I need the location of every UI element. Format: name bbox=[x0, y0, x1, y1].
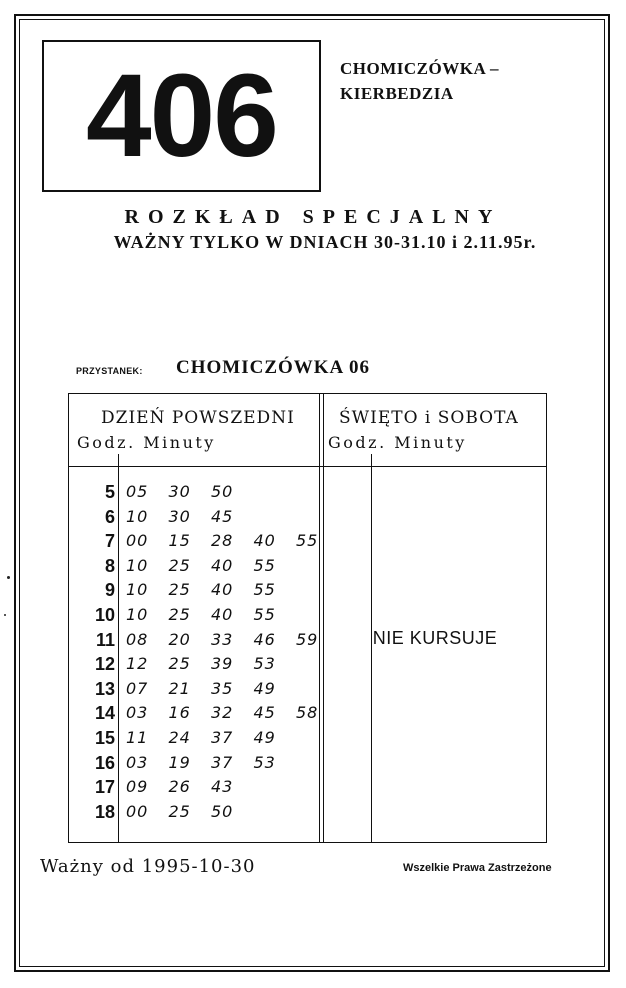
minutes-list bbox=[126, 775, 254, 799]
departure-minute: 55 bbox=[253, 580, 276, 600]
line-number-box bbox=[42, 40, 321, 192]
departure-minute: 00 bbox=[126, 531, 149, 551]
departure-minute: 53 bbox=[253, 654, 276, 674]
departure-minute: 30 bbox=[168, 482, 191, 501]
weekday-subtitle: Godz. Minuty bbox=[77, 433, 216, 452]
hour-divider bbox=[118, 454, 119, 843]
minutes-list bbox=[126, 578, 296, 602]
departure-minute: 40 bbox=[211, 604, 234, 624]
departure-minute: 10 bbox=[126, 555, 149, 575]
departure-minute: 55 bbox=[253, 604, 276, 624]
departure-minute: 21 bbox=[168, 678, 191, 698]
validity-days: WAŻNY TYLKO W DNIACH 30-31.10 i 2.11.95r. bbox=[113, 232, 537, 252]
departure-minute: 10 bbox=[126, 580, 149, 600]
no-service-notice: NIE KURSUJE bbox=[372, 628, 498, 648]
departure-minute: 25 bbox=[168, 555, 191, 575]
departure-minute: 45 bbox=[211, 506, 234, 526]
departure-minute: 46 bbox=[253, 629, 276, 649]
departure-minute: 40 bbox=[253, 531, 276, 551]
departure-minute: 12 bbox=[126, 654, 149, 674]
stop-name: CHOMICZÓWKA 06 bbox=[176, 357, 370, 378]
departure-minute: 53 bbox=[253, 752, 276, 772]
departure-minute: 30 bbox=[168, 506, 191, 526]
departure-minute: 40 bbox=[211, 555, 234, 575]
departure-minute: 03 bbox=[126, 703, 149, 723]
column-divider bbox=[323, 393, 324, 843]
hour-label: 6 bbox=[104, 506, 115, 527]
minutes-list bbox=[126, 677, 296, 701]
minutes-list bbox=[126, 628, 339, 652]
scan-speck bbox=[7, 576, 10, 579]
departure-minute: 25 bbox=[168, 580, 191, 600]
departure-minute: 10 bbox=[126, 604, 149, 624]
departure-minute: 59 bbox=[296, 629, 319, 649]
minutes-list bbox=[126, 751, 296, 775]
departure-minute: 07 bbox=[126, 678, 149, 698]
departure-minute: 32 bbox=[211, 703, 234, 723]
hour-label: 5 bbox=[104, 482, 115, 502]
departure-minute: 49 bbox=[253, 678, 276, 698]
copyright: Wszelkie Prawa Zastrzeżone bbox=[403, 862, 552, 874]
departure-minute: 43 bbox=[211, 777, 234, 797]
departure-minute: 39 bbox=[211, 654, 234, 674]
hour-label: 11 bbox=[95, 629, 115, 650]
departure-minute: 08 bbox=[126, 629, 149, 649]
hour-label: 14 bbox=[94, 703, 115, 724]
minutes-list bbox=[126, 726, 296, 750]
minutes-list bbox=[126, 554, 296, 578]
departure-minute: 03 bbox=[126, 752, 149, 772]
departure-minute: 45 bbox=[253, 703, 276, 723]
scan-speck bbox=[4, 614, 6, 616]
departure-minute: 05 bbox=[126, 482, 149, 501]
departure-minute: 58 bbox=[296, 703, 319, 723]
departure-minute: 10 bbox=[126, 506, 149, 526]
departure-minute: 35 bbox=[211, 678, 234, 698]
departure-minute: 26 bbox=[168, 777, 191, 797]
departure-minute: 09 bbox=[126, 777, 149, 797]
valid-from: Ważny od 1995-10-30 bbox=[40, 856, 256, 877]
departure-minute: 49 bbox=[253, 727, 276, 747]
weekday-title: DZIEŃ POWSZEDNI bbox=[101, 408, 295, 428]
route bbox=[340, 56, 499, 106]
hour-label: 9 bbox=[104, 580, 115, 601]
line-number: 406 bbox=[86, 50, 277, 182]
departure-minute: 11 bbox=[126, 727, 149, 747]
hour-label: 15 bbox=[94, 727, 115, 748]
minutes-list bbox=[126, 800, 254, 824]
minutes-list bbox=[126, 603, 296, 627]
hour-label: 7 bbox=[104, 531, 115, 552]
schedule-title: ROZKŁAD SPECJALNY bbox=[124, 206, 502, 228]
hour-label: 16 bbox=[94, 752, 115, 773]
departure-minute: 50 bbox=[211, 801, 234, 821]
timetable-header-divider bbox=[68, 466, 547, 467]
departure-minute: 37 bbox=[211, 752, 234, 772]
departure-minute: 16 bbox=[168, 703, 191, 723]
hour-label: 18 bbox=[94, 801, 115, 822]
holiday-subtitle: Godz. Minuty bbox=[328, 433, 467, 452]
hour-label: 8 bbox=[104, 555, 115, 576]
departure-minute: 37 bbox=[211, 727, 234, 747]
hour-label: 10 bbox=[94, 604, 115, 625]
departure-minute: 24 bbox=[168, 727, 191, 747]
minutes-list bbox=[126, 529, 339, 553]
column-divider bbox=[319, 393, 320, 843]
departure-minute: 25 bbox=[168, 654, 191, 674]
departure-minute: 33 bbox=[211, 629, 234, 649]
minutes-list bbox=[126, 701, 339, 725]
departure-minute: 20 bbox=[168, 629, 191, 649]
departure-minute: 15 bbox=[168, 531, 191, 551]
departure-minute: 00 bbox=[126, 801, 149, 821]
stop-label: PRZYSTANEK: bbox=[76, 366, 143, 376]
hour-label: 13 bbox=[94, 678, 115, 699]
departure-minute: 55 bbox=[253, 555, 276, 575]
route-origin: CHOMICZÓWKA – bbox=[340, 59, 500, 78]
departure-minute: 28 bbox=[211, 531, 234, 551]
holiday-title: ŚWIĘTO i SOBOTA bbox=[339, 408, 519, 428]
hour-label: 17 bbox=[94, 777, 115, 798]
departure-minute: 40 bbox=[211, 580, 234, 600]
hour-label: 12 bbox=[94, 654, 115, 675]
route-destination: KIERBEDZIA bbox=[340, 84, 454, 103]
minutes-list bbox=[126, 652, 296, 676]
minutes-list bbox=[126, 480, 254, 504]
departure-minute: 25 bbox=[168, 801, 191, 821]
departure-minute: 19 bbox=[168, 752, 191, 772]
departure-minute: 55 bbox=[296, 531, 319, 551]
minutes-list bbox=[126, 505, 254, 529]
departure-minute: 50 bbox=[211, 482, 234, 501]
departure-minute: 25 bbox=[168, 604, 191, 624]
